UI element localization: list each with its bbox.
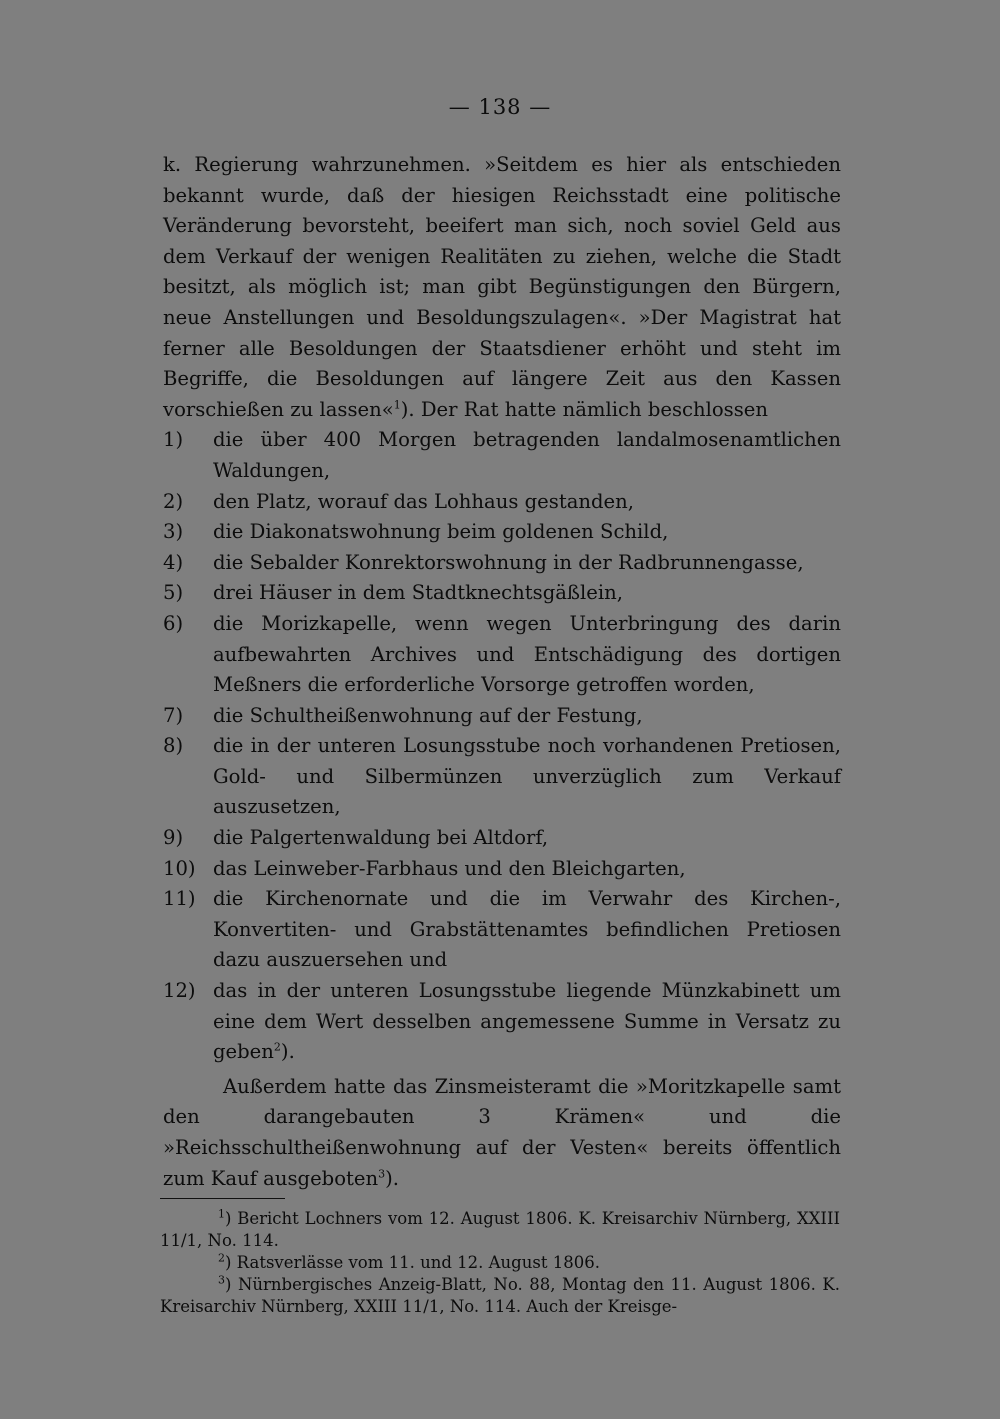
footnote-text: ) Ratsverlässe vom 11. und 12. August 1806. (225, 1253, 600, 1272)
list-item-number: 6) (163, 611, 184, 635)
footnote-ref-3: 3 (378, 1167, 386, 1181)
list-item (163, 731, 841, 823)
paragraph-2-text: Außerdem hatte das Zinsmeisteramt die »Moritzkapelle samt den darangebauten 3 Krämen« und die »Reichsschultheißenwohnung auf der Vesten« bereits öffentlich zum Kauf ausgeboten (163, 1074, 841, 1190)
list-item-number: 8) (163, 734, 184, 758)
list-item-text: die über 400 Morgen betragenden landalmosenamtlichen Waldungen, (213, 428, 841, 482)
footnote-2 (160, 1252, 840, 1274)
list-item (163, 578, 841, 609)
list-item-text: die Palgertenwaldung bei Altdorf, (213, 826, 549, 850)
paragraph-1-end: . Der Rat hatte nämlich beschlossen (408, 397, 768, 421)
list-item-text: das in der unteren Losungsstube liegende Münzkabinett um eine dem Wert desselben angemessene Summe in Versatz zu geben (213, 979, 841, 1064)
main-text (163, 150, 841, 1194)
list-item-text: das Leinweber-Farbhaus und den Bleichgarten, (213, 856, 686, 880)
resolution-list (163, 425, 841, 1067)
list-item (163, 487, 841, 518)
list-item (163, 609, 841, 701)
list-item-text: die in der unteren Losungsstube noch vorhandenen Pretiosen, Gold- und Silbermünzen unverzüglich zum Verkauf auszusetzen, (213, 734, 841, 819)
footnote-ref-1: 1 (393, 398, 401, 412)
list-item-text: die Schultheißenwohnung auf der Festung, (213, 703, 643, 727)
page-number: — 138 — (448, 95, 552, 119)
list-item-number: 5) (163, 581, 184, 605)
footnote-divider (160, 1198, 285, 1199)
paragraph-2: Außerdem hatte das Zinsmeisteramt die »Moritzkapelle samt den darangebauten 3 Krämen« und die »Reichsschultheißenwohnung auf der Vesten« bereits öffentlich zum Kauf ausgeboten$^3$). (163, 1074, 841, 1190)
list-item-text: drei Häuser in dem Stadtknechtsgäßlein, (213, 581, 623, 605)
list-item-number: 7) (163, 703, 184, 727)
list-item-number: 3) (163, 520, 184, 544)
paragraph-1-text: k. Regierung wahrzunehmen. »Seitdem es hier als entschieden bekannt wurde, daß der hiesigen Reichsstadt eine politische Veränderung bevorsteht, beeifert man sich, noch soviel Geld aus dem Verkauf der wenigen Realitäten zu ziehen, welche die Stadt besitzt, als möglich ist; man gibt Begünstigungen den Bürgern, neue Anstellungen und Besoldungszulagen«. »Der Magistrat hat ferner alle Besoldungen der Staatsdiener erhöht und steht im Begriffe, die Besoldungen auf längere Zeit aus den Kassen vorschießen zu lassen« (163, 153, 841, 421)
list-item (163, 425, 841, 486)
list-item: 12) das in der unteren Losungsstube liegende Münzkabinett um eine dem Wert desselben angemessene Summe in Versatz zu geben$^2$). (163, 976, 841, 1068)
footnote-mark: 1 (218, 1207, 225, 1221)
footnote-3 (160, 1274, 840, 1318)
list-item-text: die Morizkapelle, wenn wegen Unterbringung des darin aufbewahrten Archives und Entschädigung des dortigen Meßners die erforderliche Vorsorge getroffen worden, (213, 611, 841, 697)
list-item-number: 11) (163, 887, 196, 911)
footnote-mark: 2 (218, 1251, 225, 1265)
list-item (163, 823, 841, 854)
list-item-end: . (288, 1040, 295, 1064)
list-item-number: 12) (163, 979, 196, 1003)
list-item-text: die Kirchenornate und die im Verwahr des Kirchen-, Konvertiten- und Grabstättenamtes befindlichen Pretiosen dazu auszuersehen und (213, 887, 841, 972)
list-item-number: 1) (163, 428, 184, 452)
list-item-number: 2) (163, 489, 184, 513)
footnote-mark: 3 (218, 1273, 225, 1287)
list-item (163, 517, 841, 548)
footnote-1 (160, 1208, 840, 1252)
list-item (163, 884, 841, 976)
paragraph-2-end: . (392, 1166, 399, 1190)
list-item (163, 701, 841, 732)
list-item-text: die Diakonatswohnung beim goldenen Schild, (213, 520, 669, 544)
list-item-text: den Platz, worauf das Lohhaus gestanden, (213, 489, 634, 513)
footnote-text: ) Nürnbergisches Anzeig-Blatt, No. 88, Montag den 11. August 1806. K. Kreisarchiv Nürnberg, XXIII 11/1, No. 114. Auch der Kreisge- (160, 1275, 840, 1316)
list-item (163, 548, 841, 579)
list-item-number: 4) (163, 550, 184, 574)
list-item-number: 9) (163, 826, 184, 850)
footnote-ref-2: 2 (273, 1040, 281, 1054)
list-item-text: die Sebalder Konrektorswohnung in der Radbrunnengasse, (213, 550, 804, 574)
footnote-text: ) Bericht Lochners vom 12. August 1806. K. Kreisarchiv Nürnberg, XXIII 11/1, No. 114. (160, 1209, 840, 1250)
list-item-number: 10) (163, 856, 196, 880)
paragraph-1: k. Regierung wahrzunehmen. »Seitdem es hier als entschieden bekannt wurde, daß der hiesigen Reichsstadt eine politische Veränderung bevorsteht, beeifert man sich, noch soviel Geld aus dem Verkauf der wenigen Realitäten zu ziehen, welche die Stadt besitzt, als möglich ist; man gibt Begünstigungen den Bürgern, neue Anstellungen und Besoldungszulagen«. »Der Magistrat hat ferner alle Besoldungen der Staatsdiener erhöht und steht im Begriffe, die Besoldungen auf längere Zeit aus den Kassen vorschießen zu lassen«$^1$). Der Rat hatte nämlich beschlossen (163, 153, 841, 421)
footnotes (160, 1208, 840, 1318)
list-item (163, 854, 841, 885)
